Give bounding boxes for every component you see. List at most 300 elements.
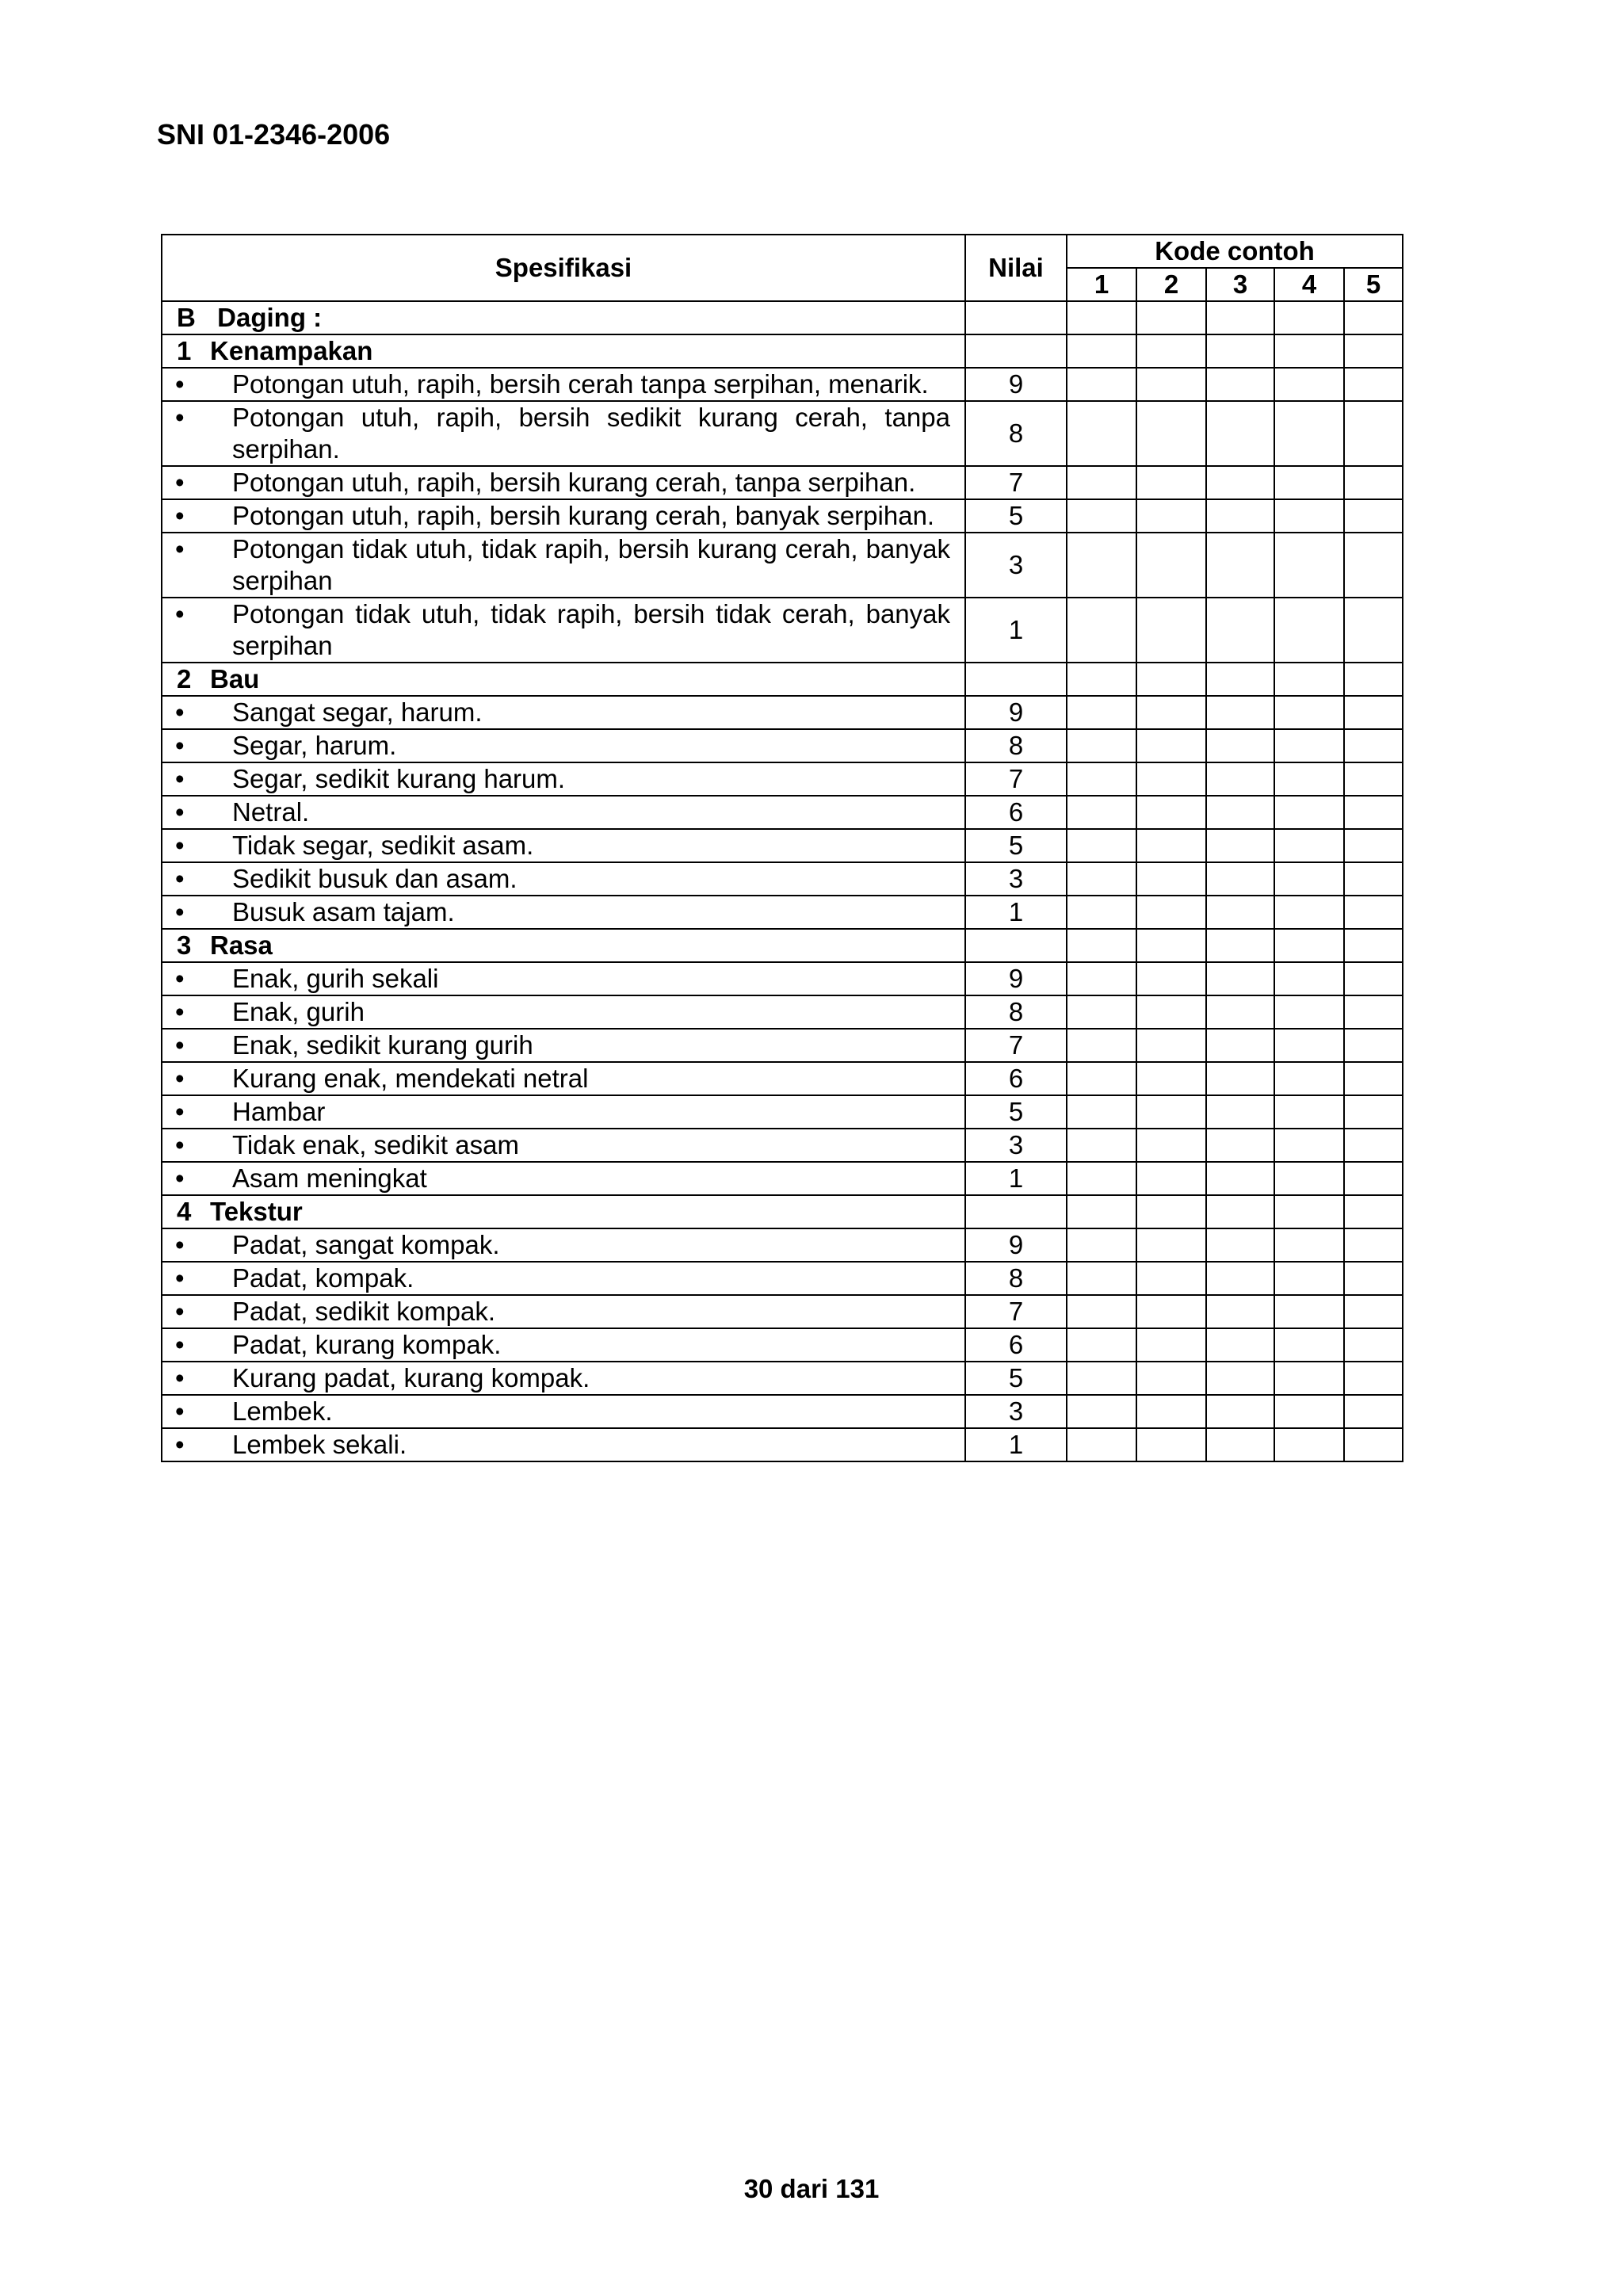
nilai-cell: 7 bbox=[965, 1295, 1067, 1328]
table-row bbox=[162, 533, 1403, 598]
sample-score-cell[interactable] bbox=[1136, 1295, 1206, 1328]
empty-cell bbox=[1067, 663, 1136, 696]
page-number: 30 dari 131 bbox=[743, 2174, 880, 2203]
bullet-icon: • bbox=[175, 1064, 185, 1093]
sample-score-cell[interactable] bbox=[1067, 1062, 1136, 1095]
group-title: Daging : bbox=[217, 303, 323, 332]
sample-score-cell[interactable] bbox=[1136, 533, 1206, 598]
sample-score-cell[interactable] bbox=[1206, 796, 1274, 829]
sample-score-cell[interactable] bbox=[1344, 401, 1403, 466]
sample-score-cell[interactable] bbox=[1136, 1062, 1206, 1095]
empty-cell bbox=[1136, 663, 1206, 696]
spec-cell bbox=[162, 1328, 965, 1362]
spec-text: Potongan utuh, rapih, bersih sedikit kurang cerah, tanpa serpihan. bbox=[232, 403, 950, 464]
nilai-cell: 1 bbox=[965, 896, 1067, 929]
sample-score-cell[interactable] bbox=[1067, 829, 1136, 862]
bullet-icon: • bbox=[175, 1130, 185, 1159]
bullet-icon: • bbox=[175, 534, 185, 563]
sample-score-cell[interactable] bbox=[1344, 1262, 1403, 1295]
sample-score-cell[interactable] bbox=[1206, 598, 1274, 663]
nilai-cell: 3 bbox=[965, 1129, 1067, 1162]
sample-score-cell[interactable] bbox=[1067, 696, 1136, 729]
nilai-cell: 9 bbox=[965, 368, 1067, 401]
table-row bbox=[162, 1395, 1403, 1428]
table-row bbox=[162, 696, 1403, 729]
table-row bbox=[162, 1228, 1403, 1262]
sample-score-cell[interactable] bbox=[1067, 466, 1136, 499]
sample-score-cell[interactable] bbox=[1067, 729, 1136, 762]
sample-score-cell[interactable] bbox=[1274, 533, 1344, 598]
bullet-icon: • bbox=[175, 468, 185, 497]
section-row bbox=[162, 929, 1403, 962]
sample-score-cell[interactable] bbox=[1136, 1328, 1206, 1362]
empty-cell bbox=[1274, 301, 1344, 334]
empty-cell bbox=[1206, 334, 1274, 368]
table-row bbox=[162, 1328, 1403, 1362]
sample-score-cell[interactable] bbox=[1344, 796, 1403, 829]
table-row bbox=[162, 1162, 1403, 1195]
empty-cell bbox=[1344, 1195, 1403, 1228]
sample-score-cell[interactable] bbox=[1344, 533, 1403, 598]
spec-cell bbox=[162, 1129, 965, 1162]
sample-score-cell[interactable] bbox=[1206, 896, 1274, 929]
spec-text: Potongan utuh, rapih, bersih cerah tanpa serpihan, menarik. bbox=[232, 369, 929, 399]
empty-cell bbox=[1344, 334, 1403, 368]
section-title: Tekstur bbox=[210, 1197, 303, 1226]
sample-score-cell[interactable] bbox=[1344, 598, 1403, 663]
sample-score-cell[interactable] bbox=[1067, 896, 1136, 929]
sample-score-cell[interactable] bbox=[1344, 1129, 1403, 1162]
sample-score-cell[interactable] bbox=[1274, 962, 1344, 995]
sample-score-cell[interactable] bbox=[1067, 1428, 1136, 1461]
sample-score-cell[interactable] bbox=[1206, 1062, 1274, 1095]
nilai-cell: 9 bbox=[965, 696, 1067, 729]
spec-text: Padat, kurang kompak. bbox=[232, 1330, 502, 1359]
table-row bbox=[162, 466, 1403, 499]
sample-score-cell[interactable] bbox=[1136, 1029, 1206, 1062]
nilai-cell: 5 bbox=[965, 1362, 1067, 1395]
section-title-cell bbox=[162, 334, 965, 368]
empty-cell bbox=[1274, 663, 1344, 696]
spec-cell bbox=[162, 696, 965, 729]
sample-score-cell[interactable] bbox=[1344, 762, 1403, 796]
bullet-icon: • bbox=[175, 897, 185, 926]
sample-score-cell[interactable] bbox=[1344, 1395, 1403, 1428]
sample-score-cell[interactable] bbox=[1206, 1228, 1274, 1262]
sample-score-cell[interactable] bbox=[1136, 499, 1206, 533]
spec-cell bbox=[162, 1095, 965, 1129]
table-row bbox=[162, 598, 1403, 663]
sample-score-cell[interactable] bbox=[1274, 1162, 1344, 1195]
header-code-4: 4 bbox=[1274, 268, 1344, 301]
sample-score-cell[interactable] bbox=[1274, 1129, 1344, 1162]
spec-cell bbox=[162, 1362, 965, 1395]
sample-score-cell[interactable] bbox=[1206, 995, 1274, 1029]
section-row bbox=[162, 334, 1403, 368]
nilai-cell: 5 bbox=[965, 499, 1067, 533]
sample-score-cell[interactable] bbox=[1136, 995, 1206, 1029]
sample-score-cell[interactable] bbox=[1344, 962, 1403, 995]
spec-text: Segar, sedikit kurang harum. bbox=[232, 764, 566, 793]
sample-score-cell[interactable] bbox=[1274, 499, 1344, 533]
spec-cell bbox=[162, 1262, 965, 1295]
sample-score-cell[interactable] bbox=[1274, 1262, 1344, 1295]
sample-score-cell[interactable] bbox=[1274, 829, 1344, 862]
empty-cell bbox=[1136, 301, 1206, 334]
header-code-2: 2 bbox=[1136, 268, 1206, 301]
sample-score-cell[interactable] bbox=[1136, 829, 1206, 862]
empty-cell bbox=[1067, 929, 1136, 962]
table-row bbox=[162, 1062, 1403, 1095]
empty-cell bbox=[1274, 334, 1344, 368]
table-row bbox=[162, 1095, 1403, 1129]
table-row bbox=[162, 962, 1403, 995]
empty-cell bbox=[1344, 663, 1403, 696]
spec-text: Asam meningkat bbox=[232, 1163, 427, 1193]
empty-cell bbox=[1136, 1195, 1206, 1228]
spec-text: Netral. bbox=[232, 797, 310, 827]
sample-score-cell[interactable] bbox=[1067, 995, 1136, 1029]
sample-score-cell[interactable] bbox=[1274, 995, 1344, 1029]
nilai-cell: 5 bbox=[965, 1095, 1067, 1129]
empty-cell bbox=[965, 929, 1067, 962]
group-title-cell bbox=[162, 301, 965, 334]
sample-score-cell[interactable] bbox=[1344, 896, 1403, 929]
sample-score-cell[interactable] bbox=[1206, 1295, 1274, 1328]
nilai-cell: 8 bbox=[965, 729, 1067, 762]
sample-score-cell[interactable] bbox=[1136, 368, 1206, 401]
group-label: B bbox=[177, 303, 196, 332]
empty-cell bbox=[965, 301, 1067, 334]
sample-score-cell[interactable] bbox=[1206, 1428, 1274, 1461]
sample-score-cell[interactable] bbox=[1344, 1328, 1403, 1362]
nilai-cell: 1 bbox=[965, 1162, 1067, 1195]
spec-text: Hambar bbox=[232, 1097, 326, 1126]
spec-text: Enak, sedikit kurang gurih bbox=[232, 1030, 533, 1060]
sample-score-cell[interactable] bbox=[1136, 1129, 1206, 1162]
sample-score-cell[interactable] bbox=[1344, 1062, 1403, 1095]
bullet-icon: • bbox=[175, 731, 185, 760]
sample-score-cell[interactable] bbox=[1274, 1062, 1344, 1095]
sample-score-cell[interactable] bbox=[1067, 1262, 1136, 1295]
table-row bbox=[162, 1262, 1403, 1295]
spec-text: Busuk asam tajam. bbox=[232, 897, 455, 926]
bullet-icon: • bbox=[175, 697, 185, 727]
sample-score-cell[interactable] bbox=[1067, 1228, 1136, 1262]
spec-text: Segar, harum. bbox=[232, 731, 397, 760]
section-title: Bau bbox=[210, 664, 260, 693]
spec-text: Potongan tidak utuh, tidak rapih, bersih kurang cerah, banyak serpihan bbox=[232, 534, 950, 595]
sample-score-cell[interactable] bbox=[1344, 729, 1403, 762]
spec-text: Tidak segar, sedikit asam. bbox=[232, 831, 534, 860]
section-title: Kenampakan bbox=[210, 336, 373, 365]
sample-score-cell[interactable] bbox=[1136, 598, 1206, 663]
sample-score-cell[interactable] bbox=[1067, 1395, 1136, 1428]
sample-score-cell[interactable] bbox=[1136, 1228, 1206, 1262]
sample-score-cell[interactable] bbox=[1344, 499, 1403, 533]
sample-score-cell[interactable] bbox=[1206, 1362, 1274, 1395]
sample-score-cell[interactable] bbox=[1136, 696, 1206, 729]
empty-cell bbox=[1206, 663, 1274, 696]
sample-score-cell[interactable] bbox=[1136, 962, 1206, 995]
sample-score-cell[interactable] bbox=[1344, 829, 1403, 862]
sample-score-cell[interactable] bbox=[1206, 1328, 1274, 1362]
bullet-icon: • bbox=[175, 501, 185, 530]
bullet-icon: • bbox=[175, 403, 185, 432]
bullet-icon: • bbox=[175, 1430, 185, 1459]
sample-score-cell[interactable] bbox=[1136, 896, 1206, 929]
sample-score-cell[interactable] bbox=[1206, 1162, 1274, 1195]
sample-score-cell[interactable] bbox=[1344, 368, 1403, 401]
sample-score-cell[interactable] bbox=[1067, 1162, 1136, 1195]
spec-cell bbox=[162, 862, 965, 896]
table-row bbox=[162, 896, 1403, 929]
spec-text: Enak, gurih bbox=[232, 997, 365, 1026]
empty-cell bbox=[1067, 301, 1136, 334]
bullet-icon: • bbox=[175, 797, 185, 827]
sample-score-cell[interactable] bbox=[1206, 696, 1274, 729]
spec-text: Tidak enak, sedikit asam bbox=[232, 1130, 519, 1159]
sample-score-cell[interactable] bbox=[1067, 1328, 1136, 1362]
sample-score-cell[interactable] bbox=[1274, 1328, 1344, 1362]
header-nilai: Nilai bbox=[965, 235, 1067, 301]
spec-cell bbox=[162, 533, 965, 598]
spec-cell bbox=[162, 896, 965, 929]
sample-score-cell[interactable] bbox=[1206, 962, 1274, 995]
sample-score-cell[interactable] bbox=[1136, 729, 1206, 762]
sample-score-cell[interactable] bbox=[1136, 1428, 1206, 1461]
table-row bbox=[162, 729, 1403, 762]
empty-cell bbox=[1274, 1195, 1344, 1228]
spec-cell bbox=[162, 466, 965, 499]
empty-cell bbox=[965, 334, 1067, 368]
sample-score-cell[interactable] bbox=[1067, 962, 1136, 995]
nilai-cell: 7 bbox=[965, 466, 1067, 499]
section-title-cell bbox=[162, 663, 965, 696]
empty-cell bbox=[965, 1195, 1067, 1228]
sample-score-cell[interactable] bbox=[1067, 533, 1136, 598]
spec-cell bbox=[162, 1428, 965, 1461]
empty-cell bbox=[965, 663, 1067, 696]
empty-cell bbox=[1344, 301, 1403, 334]
sample-score-cell[interactable] bbox=[1344, 1428, 1403, 1461]
bullet-icon: • bbox=[175, 997, 185, 1026]
nilai-cell: 7 bbox=[965, 1029, 1067, 1062]
nilai-cell: 6 bbox=[965, 796, 1067, 829]
sample-score-cell[interactable] bbox=[1274, 1362, 1344, 1395]
sample-score-cell[interactable] bbox=[1274, 796, 1344, 829]
sample-score-cell[interactable] bbox=[1344, 696, 1403, 729]
sample-score-cell[interactable] bbox=[1344, 466, 1403, 499]
sample-score-cell[interactable] bbox=[1206, 368, 1274, 401]
nilai-cell: 1 bbox=[965, 598, 1067, 663]
sample-score-cell[interactable] bbox=[1344, 1362, 1403, 1395]
sample-score-cell[interactable] bbox=[1274, 401, 1344, 466]
spec-cell bbox=[162, 499, 965, 533]
sample-score-cell[interactable] bbox=[1274, 696, 1344, 729]
sample-score-cell[interactable] bbox=[1067, 796, 1136, 829]
sample-score-cell[interactable] bbox=[1274, 762, 1344, 796]
sample-score-cell[interactable] bbox=[1136, 1395, 1206, 1428]
spec-text: Padat, kompak. bbox=[232, 1263, 414, 1293]
spec-cell bbox=[162, 796, 965, 829]
sample-score-cell[interactable] bbox=[1206, 499, 1274, 533]
sample-score-cell[interactable] bbox=[1274, 1095, 1344, 1129]
table-row bbox=[162, 1029, 1403, 1062]
sample-score-cell[interactable] bbox=[1136, 1262, 1206, 1295]
sample-score-cell[interactable] bbox=[1067, 1129, 1136, 1162]
spec-text: Sangat segar, harum. bbox=[232, 697, 483, 727]
nilai-cell: 8 bbox=[965, 401, 1067, 466]
empty-cell bbox=[1067, 1195, 1136, 1228]
sample-score-cell[interactable] bbox=[1274, 1295, 1344, 1328]
spec-cell bbox=[162, 1228, 965, 1262]
sample-score-cell[interactable] bbox=[1274, 1428, 1344, 1461]
nilai-cell: 6 bbox=[965, 1062, 1067, 1095]
empty-cell bbox=[1206, 301, 1274, 334]
table-row bbox=[162, 862, 1403, 896]
nilai-cell: 8 bbox=[965, 995, 1067, 1029]
sample-score-cell[interactable] bbox=[1136, 1095, 1206, 1129]
spec-text: Potongan utuh, rapih, bersih kurang cerah, banyak serpihan. bbox=[232, 501, 935, 530]
sample-score-cell[interactable] bbox=[1206, 401, 1274, 466]
table-row bbox=[162, 1129, 1403, 1162]
nilai-cell: 1 bbox=[965, 1428, 1067, 1461]
spec-cell bbox=[162, 1295, 965, 1328]
sample-score-cell[interactable] bbox=[1206, 1095, 1274, 1129]
spec-cell bbox=[162, 1395, 965, 1428]
nilai-cell: 9 bbox=[965, 1228, 1067, 1262]
sample-score-cell[interactable] bbox=[1067, 368, 1136, 401]
header-spesifikasi: Spesifikasi bbox=[162, 235, 965, 301]
spec-text: Padat, sedikit kompak. bbox=[232, 1297, 495, 1326]
spec-cell bbox=[162, 1062, 965, 1095]
sample-score-cell[interactable] bbox=[1067, 401, 1136, 466]
header-code-5: 5 bbox=[1344, 268, 1403, 301]
sample-score-cell[interactable] bbox=[1344, 862, 1403, 896]
sample-score-cell[interactable] bbox=[1206, 1129, 1274, 1162]
bullet-icon: • bbox=[175, 764, 185, 793]
sample-score-cell[interactable] bbox=[1067, 598, 1136, 663]
bullet-icon: • bbox=[175, 1297, 185, 1326]
sample-score-cell[interactable] bbox=[1067, 862, 1136, 896]
table-row bbox=[162, 1362, 1403, 1395]
header-code-3: 3 bbox=[1206, 268, 1274, 301]
section-number: 3 bbox=[177, 930, 192, 960]
sample-score-cell[interactable] bbox=[1274, 598, 1344, 663]
sample-score-cell[interactable] bbox=[1067, 1362, 1136, 1395]
sample-score-cell[interactable] bbox=[1344, 1228, 1403, 1262]
bullet-icon: • bbox=[175, 864, 185, 893]
section-row bbox=[162, 663, 1403, 696]
sample-score-cell[interactable] bbox=[1274, 862, 1344, 896]
sample-score-cell[interactable] bbox=[1136, 796, 1206, 829]
sample-score-cell[interactable] bbox=[1136, 1362, 1206, 1395]
sample-score-cell[interactable] bbox=[1206, 1395, 1274, 1428]
bullet-icon: • bbox=[175, 1363, 185, 1392]
sample-score-cell[interactable] bbox=[1206, 729, 1274, 762]
spec-cell bbox=[162, 1029, 965, 1062]
sample-score-cell[interactable] bbox=[1136, 1162, 1206, 1195]
sample-score-cell[interactable] bbox=[1136, 401, 1206, 466]
section-row bbox=[162, 1195, 1403, 1228]
bullet-icon: • bbox=[175, 1263, 185, 1293]
nilai-cell: 8 bbox=[965, 1262, 1067, 1295]
sample-score-cell[interactable] bbox=[1067, 1095, 1136, 1129]
sample-score-cell[interactable] bbox=[1206, 829, 1274, 862]
sample-score-cell[interactable] bbox=[1274, 1395, 1344, 1428]
table-row bbox=[162, 368, 1403, 401]
spec-text: Lembek. bbox=[232, 1396, 333, 1426]
section-number: 1 bbox=[177, 336, 192, 365]
bullet-icon: • bbox=[175, 1230, 185, 1259]
empty-cell bbox=[1344, 929, 1403, 962]
sample-score-cell[interactable] bbox=[1344, 1095, 1403, 1129]
sample-score-cell[interactable] bbox=[1136, 862, 1206, 896]
empty-cell bbox=[1136, 929, 1206, 962]
spec-cell bbox=[162, 401, 965, 466]
table-row bbox=[162, 1428, 1403, 1461]
spec-cell bbox=[162, 729, 965, 762]
sample-score-cell[interactable] bbox=[1206, 762, 1274, 796]
spec-text: Lembek sekali. bbox=[232, 1430, 407, 1459]
spec-cell bbox=[162, 829, 965, 862]
sample-score-cell[interactable] bbox=[1206, 466, 1274, 499]
sample-score-cell[interactable] bbox=[1344, 1029, 1403, 1062]
sample-score-cell[interactable] bbox=[1206, 1262, 1274, 1295]
sample-score-cell[interactable] bbox=[1206, 862, 1274, 896]
table-row bbox=[162, 995, 1403, 1029]
nilai-cell: 3 bbox=[965, 533, 1067, 598]
table-row bbox=[162, 762, 1403, 796]
spec-text: Potongan utuh, rapih, bersih kurang cerah, tanpa serpihan. bbox=[232, 468, 916, 497]
sample-score-cell[interactable] bbox=[1274, 368, 1344, 401]
table-row bbox=[162, 829, 1403, 862]
sample-score-cell[interactable] bbox=[1344, 1162, 1403, 1195]
bullet-icon: • bbox=[175, 1330, 185, 1359]
table-row bbox=[162, 796, 1403, 829]
sample-score-cell[interactable] bbox=[1344, 995, 1403, 1029]
sample-score-cell[interactable] bbox=[1067, 762, 1136, 796]
sample-score-cell[interactable] bbox=[1206, 1029, 1274, 1062]
sample-score-cell[interactable] bbox=[1274, 896, 1344, 929]
spec-cell bbox=[162, 1162, 965, 1195]
sample-score-cell[interactable] bbox=[1274, 466, 1344, 499]
bullet-icon: • bbox=[175, 1396, 185, 1426]
empty-cell bbox=[1206, 929, 1274, 962]
sample-score-cell[interactable] bbox=[1067, 1029, 1136, 1062]
sample-score-cell[interactable] bbox=[1136, 466, 1206, 499]
sample-score-cell[interactable] bbox=[1274, 729, 1344, 762]
nilai-cell: 3 bbox=[965, 862, 1067, 896]
spec-cell bbox=[162, 995, 965, 1029]
nilai-cell: 7 bbox=[965, 762, 1067, 796]
section-title-cell bbox=[162, 1195, 965, 1228]
section-title: Rasa bbox=[210, 930, 273, 960]
sample-score-cell[interactable] bbox=[1067, 499, 1136, 533]
nilai-cell: 6 bbox=[965, 1328, 1067, 1362]
document-code: SNI 01-2346-2006 bbox=[157, 118, 391, 151]
organoleptic-score-table bbox=[161, 234, 1403, 1462]
sample-score-cell[interactable] bbox=[1274, 1228, 1344, 1262]
section-title-cell bbox=[162, 929, 965, 962]
sample-score-cell[interactable] bbox=[1136, 762, 1206, 796]
sample-score-cell[interactable] bbox=[1344, 1295, 1403, 1328]
spec-text: Enak, gurih sekali bbox=[232, 964, 439, 993]
sample-score-cell[interactable] bbox=[1067, 1295, 1136, 1328]
sample-score-cell[interactable] bbox=[1274, 1029, 1344, 1062]
sample-score-cell[interactable] bbox=[1206, 533, 1274, 598]
